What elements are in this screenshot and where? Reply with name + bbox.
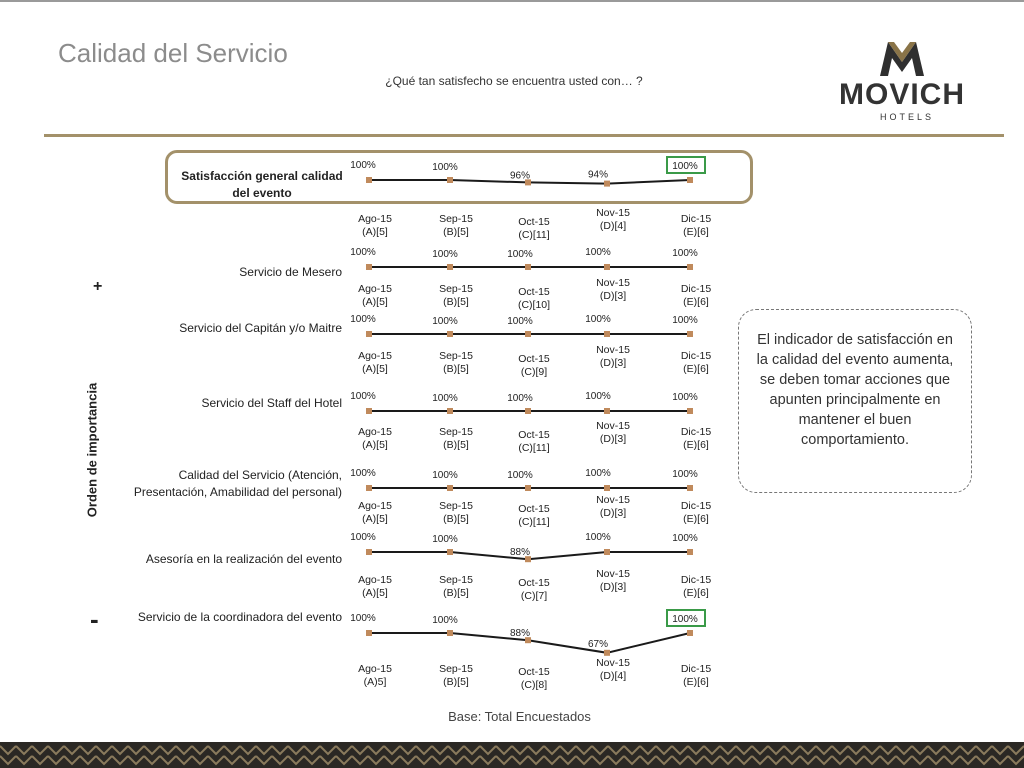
data-label: 100%	[585, 532, 611, 543]
tick-label: Ago-15	[358, 426, 392, 438]
tick-label: Nov-15	[596, 344, 630, 356]
tick-label: Oct-15	[518, 286, 550, 298]
data-label: 100%	[432, 393, 458, 404]
data-point	[604, 181, 610, 187]
tick-label: (C)[11]	[518, 442, 550, 454]
data-label: 100%	[672, 315, 698, 326]
tick-label: Dic-15	[680, 500, 712, 512]
trend-row-4	[350, 391, 711, 454]
data-label: 100%	[350, 391, 376, 402]
tick-label: Ago-15	[358, 500, 392, 512]
tick-label: Dic-15	[680, 663, 712, 675]
tick-label: (A)[5]	[362, 513, 388, 525]
row-label: Satisfacción general calidad del evento	[181, 169, 343, 200]
tick-label: Sep-15	[439, 426, 473, 438]
data-label: 100%	[432, 534, 458, 545]
trend-row-7	[350, 610, 711, 691]
tick-label: (E)[6]	[683, 296, 709, 308]
data-label: 100%	[585, 247, 611, 258]
logo-wordmark: MOVICH	[839, 78, 965, 111]
row-label: Calidad del Servicio (Atención, Presentación, Amabilidad del personal)	[133, 468, 342, 499]
base-note: Base: Total Encuestados	[448, 709, 591, 724]
data-label: 100%	[432, 615, 458, 626]
tick-label: (B)[5]	[443, 676, 469, 688]
tick-label: Ago-15	[358, 574, 392, 586]
tick-label: Ago-15	[358, 663, 392, 675]
tick-label: Sep-15	[439, 283, 473, 295]
data-label: 100%	[585, 314, 611, 325]
data-point	[687, 331, 693, 337]
tick-label: (C)[11]	[518, 229, 550, 241]
tick-label: (E)[6]	[683, 676, 709, 688]
data-label: 100%	[350, 468, 376, 479]
tick-label: (B)[5]	[443, 363, 469, 375]
tick-label: (C)[11]	[518, 516, 550, 528]
tick-label: (A)[5]	[362, 439, 388, 451]
tick-label: (E)[6]	[683, 226, 709, 238]
tick-label: Dic-15	[680, 574, 712, 586]
tick-label: (E)[6]	[683, 587, 709, 599]
tick-label: Nov-15	[596, 568, 630, 580]
data-label: 100%	[432, 249, 458, 260]
data-label: 100%	[672, 392, 698, 403]
tick-label: Oct-15	[518, 353, 550, 365]
tick-label: Nov-15	[596, 207, 630, 219]
data-label: 100%	[507, 393, 533, 404]
tick-label: Ago-15	[358, 350, 392, 362]
data-point	[687, 264, 693, 270]
row-label: Servicio de la coordinadora del evento	[137, 610, 342, 624]
tick-label: Nov-15	[596, 657, 630, 669]
tick-label: (D)[3]	[599, 581, 627, 593]
data-point	[447, 408, 453, 414]
data-point	[366, 630, 372, 636]
tick-label: (E)[6]	[683, 439, 709, 451]
data-label: 100%	[672, 161, 698, 172]
data-point	[687, 630, 693, 636]
data-point	[447, 331, 453, 337]
logo-subtext: HOTELS	[879, 112, 934, 122]
data-point	[525, 331, 531, 337]
decorative-footer-band	[0, 742, 1024, 768]
data-point	[366, 549, 372, 555]
less-important-sign: -	[90, 604, 99, 634]
data-label: 100%	[350, 314, 376, 325]
tick-label: Sep-15	[439, 663, 473, 675]
data-label: 100%	[585, 468, 611, 479]
data-label: 100%	[507, 470, 533, 481]
data-point	[525, 264, 531, 270]
data-point	[687, 408, 693, 414]
tick-label: Oct-15	[518, 429, 550, 441]
data-point	[366, 485, 372, 491]
data-label: 88%	[509, 628, 531, 640]
data-label: 100%	[350, 613, 376, 624]
tick-label: Oct-15	[518, 216, 550, 228]
data-label: 88%	[509, 547, 531, 559]
tick-label: (B)[5]	[443, 296, 469, 308]
data-point	[366, 408, 372, 414]
data-point	[447, 264, 453, 270]
tick-label: (D)[3]	[599, 433, 627, 445]
data-label: 100%	[672, 469, 698, 480]
data-point	[447, 485, 453, 491]
data-point	[525, 408, 531, 414]
survey-question: ¿Qué tan satisfecho se encuentra usted con… ?	[385, 74, 643, 88]
data-label: 100%	[507, 249, 533, 260]
trend-row-2	[350, 247, 711, 311]
tick-label: (D)[4]	[599, 670, 627, 682]
tick-label: Sep-15	[439, 213, 473, 225]
tick-label: (A)5]	[363, 676, 387, 688]
row-label: Servicio del Capitán y/o Maitre	[179, 321, 342, 335]
data-label: 100%	[432, 316, 458, 327]
data-label: 100%	[585, 391, 611, 402]
tick-label: Oct-15	[518, 503, 550, 515]
tick-label: Sep-15	[439, 500, 473, 512]
tick-label: (B)[5]	[443, 587, 469, 599]
tick-label: Dic-15	[680, 426, 712, 438]
tick-label: (C)[8]	[520, 679, 548, 691]
data-label: 94%	[587, 169, 609, 181]
tick-label: (D)[3]	[599, 507, 627, 519]
tick-label: Nov-15	[596, 277, 630, 289]
data-label: 100%	[672, 533, 698, 544]
data-point	[447, 549, 453, 555]
tick-label: Dic-15	[680, 213, 712, 225]
chevron-pattern-icon	[0, 742, 1024, 768]
tick-label: Ago-15	[358, 283, 392, 295]
tick-label: (E)[6]	[683, 513, 709, 525]
trend-row-6	[350, 532, 711, 602]
data-label: 100%	[432, 162, 458, 173]
tick-label: Dic-15	[680, 283, 712, 295]
data-point	[447, 630, 453, 636]
data-label: 100%	[672, 248, 698, 259]
data-point	[687, 485, 693, 491]
tick-label: Sep-15	[439, 574, 473, 586]
tick-label: (A)[5]	[362, 296, 388, 308]
importance-axis-title: Orden de importancia	[84, 382, 100, 518]
data-label: 96%	[509, 170, 531, 182]
data-point	[525, 485, 531, 491]
data-point	[604, 549, 610, 555]
more-important-sign: +	[93, 278, 103, 295]
data-label: 100%	[432, 470, 458, 481]
data-point	[366, 331, 372, 337]
trend-row-3	[350, 314, 711, 378]
data-point	[604, 264, 610, 270]
data-label: 100%	[672, 614, 698, 625]
tick-label: (B)[5]	[443, 513, 469, 525]
tick-label: Nov-15	[596, 420, 630, 432]
tick-label: (A)[5]	[362, 363, 388, 375]
data-point	[366, 264, 372, 270]
tick-label: (A)[5]	[362, 226, 388, 238]
tick-label: (C)[9]	[520, 366, 548, 378]
data-point	[604, 650, 610, 656]
data-label: 100%	[350, 160, 376, 171]
tick-label: (A)[5]	[362, 587, 388, 599]
tick-label: Nov-15	[596, 494, 630, 506]
page-title: Calidad del Servicio	[58, 38, 288, 68]
tick-label: (B)[5]	[443, 226, 469, 238]
data-point	[447, 177, 453, 183]
trend-row-1	[350, 157, 711, 241]
tick-label: (D)[4]	[599, 220, 627, 232]
data-point	[604, 485, 610, 491]
tick-label: (E)[6]	[683, 363, 709, 375]
row-label: Servicio de Mesero	[239, 265, 342, 279]
tick-label: Oct-15	[518, 577, 550, 589]
tick-label: (C)[7]	[520, 590, 548, 602]
data-point	[687, 177, 693, 183]
tick-label: Oct-15	[518, 666, 550, 678]
tick-label: (B)[5]	[443, 439, 469, 451]
tick-label: Ago-15	[358, 213, 392, 225]
data-point	[604, 408, 610, 414]
row-label: Asesoría en la realización del evento	[145, 552, 342, 566]
tick-label: (D)[3]	[599, 357, 627, 369]
data-label: 100%	[350, 532, 376, 543]
data-point	[687, 549, 693, 555]
insight-callout: El indicador de satisfacción en la calidad del evento aumenta, se deben tomar acciones que apunten principalmente en mantener el buen comportamiento.	[738, 309, 972, 493]
data-label: 100%	[350, 247, 376, 258]
tick-label: (D)[3]	[599, 290, 627, 302]
data-label: 100%	[507, 316, 533, 327]
data-point	[366, 177, 372, 183]
data-point	[604, 331, 610, 337]
tick-label: (C)[10]	[517, 299, 551, 311]
tick-label: Dic-15	[680, 350, 712, 362]
tick-label: Sep-15	[439, 350, 473, 362]
data-label: 67%	[587, 638, 609, 650]
trend-row-5	[350, 468, 711, 528]
row-label: Servicio del Staff del Hotel	[201, 396, 342, 410]
